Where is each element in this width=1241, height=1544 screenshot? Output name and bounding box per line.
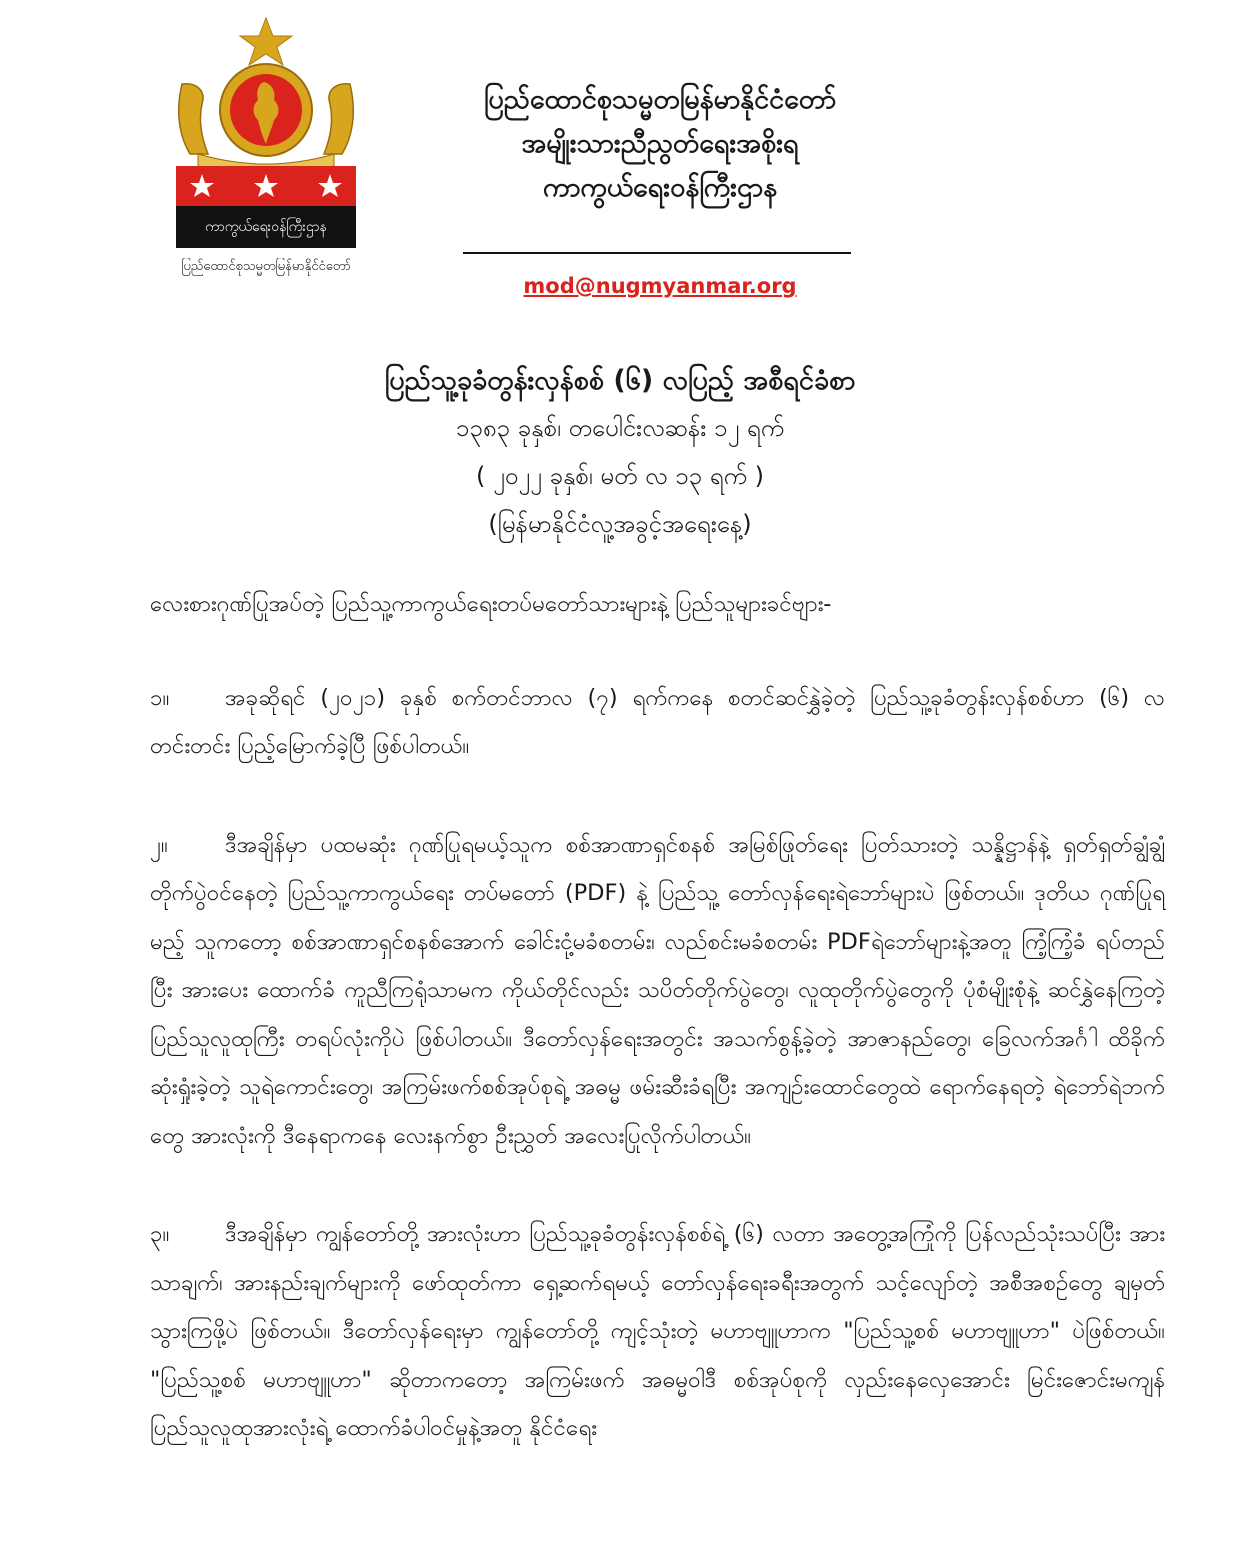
paragraph-1 <box>150 674 1165 771</box>
letterhead <box>0 0 1241 320</box>
emblem-caption: ပြည်ထောင်စုသမ္မတမြန်မာနိုင်ငံတော် <box>181 259 351 274</box>
paragraph-text: ဒီအချိန်မှာ ကျွန်တော်တို့ အားလုံးဟာ ပြည်သူ့ခုခံတွန်းလှန်စစ်ရဲ့ (၆) လတာ အတွေ့အကြုံကို ပြန်လည်သုံးသပ်ပြီး အားသာချက်၊ အားနည်းချက်များကို ဖော်ထုတ်ကာ ရှေ့ဆက်ရမယ့် တော်လှန်ရေးခရီးအတွက် သင့်လျော်တဲ့ အစီအစဉ်တွေ ချမှတ်သွားကြဖို့ပဲ ဖြစ်တယ်။ ဒီတော်လှန်ရေးမှာ ကျွန်တော်တို့ ကျင့်သုံးတဲ့ မဟာဗျူဟာက "ပြည်သူ့စစ် မဟာဗျူဟာ" ပဲဖြစ်တယ်။ "ပြည်သူ့စစ် မဟာဗျူဟာ" ဆိုတာကတော့ အကြမ်းဖက် အဓမ္မဝါဒီ စစ်အုပ်စုကို လှည်းနေလှေအောင်း မြင်းဇောင်းမကျန် ပြည်သူလူထုအားလုံးရဲ့ ထောက်ခံပါဝင်မှုနဲ့အတူ နိုင်ငံရေး <box>150 1221 1165 1441</box>
date-myanmar: ၁၃၈၃ ခုနှစ်၊ တပေါင်းလဆန်း ၁၂ ရက် <box>455 414 785 442</box>
date-gregorian: ( ၂၀၂၂ ခုနှစ်၊ မတ် လ ၁၃ ရက် ) <box>475 462 765 490</box>
paragraph-number: ၁။ <box>150 684 170 711</box>
report-title-block <box>300 358 940 548</box>
org-line-ministry: ကာကွယ်ရေးဝန်ကြီးဌာန <box>542 172 778 203</box>
org-line-government: အမျိုးသားညီညွတ်ရေးအစိုးရ <box>521 128 799 159</box>
contact-email-link[interactable]: mod@nugmyanmar.org <box>523 274 797 298</box>
emblem-right-lion-icon <box>324 84 353 154</box>
report-body <box>150 580 1165 1503</box>
header-divider <box>463 252 851 254</box>
organization-name <box>400 78 920 210</box>
paragraph-3 <box>150 1210 1165 1453</box>
paragraph-2 <box>150 821 1165 1161</box>
emblem-top-star-icon <box>240 18 292 65</box>
org-line-country: ပြည်ထောင်စုသမ္မတမြန်မာနိုင်ငံတော် <box>483 84 837 115</box>
paragraph-number: ၃။ <box>150 1221 170 1247</box>
emblem-left-lion-icon <box>179 84 208 154</box>
paragraph-text: ဒီအချိန်မှာ ပထမဆုံး ဂုဏ်ပြုရမယ့်သူက စစ်အာဏာရှင်စနစ် အမြစ်ဖြုတ်ရေး ပြတ်သားတဲ့ သန္နိဋ္ဌာန်နဲ့ ရှတ်ရှတ်ချွံချွံ တိုက်ပွဲဝင်နေတဲ့ ပြည်သူ့ကာကွယ်ရေး တပ်မတော် (PDF) နဲ့ ပြည်သူ့ တော်လှန်ရေးရဲဘော်များပဲ ဖြစ်တယ်။ ဒုတိယ ဂုဏ်ပြုရမည့် သူကတော့ စစ်အာဏာရှင်စနစ်အောက် ခေါင်းငုံ့မခံစတမ်း၊ လည်စင်းမခံစတမ်း PDFရဲဘော်များနဲ့အတူ ကြံ့ကြံ့ခံ ရပ်တည်ပြီး အားပေး ထောက်ခံ ကူညီကြရုံသာမက ကိုယ်တိုင်လည်း သပိတ်တိုက်ပွဲတွေ၊ လူထုတိုက်ပွဲတွေကို ပုံစံမျိုးစုံနဲ့ ဆင်နွှဲနေကြတဲ့ ပြည်သူလူထုကြီး တရပ်လုံးကိုပဲ ဖြစ်ပါတယ်။ ဒီတော်လှန်ရေးအတွင်း အသက်စွန့်ခဲ့တဲ့ အာဇာနည်တွေ၊ ခြေလက်အင်္ဂါ ထိခိုက်ဆုံးရှုံးခဲ့တဲ့ သူရဲကောင်းတွေ၊ အကြမ်းဖက်စစ်အုပ်စုရဲ့ အဓမ္မ ဖမ်းဆီးခံရပြီး အကျဉ်းထောင်တွေထဲ ရောက်နေရတဲ့ ရဲဘော်ရဲဘက် တွေ အားလုံးကို ဒီနေရာကနေ လေးနက်စွာ ဦးညွှတ် အလေးပြုလိုက်ပါတယ်။ <box>150 831 1165 1149</box>
ministry-emblem <box>168 14 364 286</box>
report-title: ပြည်သူ့ခုခံတွန်းလှန်စစ် (၆) လပြည့် အစီရင်ခံစာ <box>384 365 856 396</box>
occasion: (မြန်မာနိုင်ငံလူ့အခွင့်အရေးနေ့) <box>488 510 752 538</box>
paragraph-number: ၂။ <box>150 831 168 858</box>
emblem-band-label: ကာကွယ်ရေးဝန်ကြီးဌာန <box>205 219 327 235</box>
salutation: လေးစားဂုဏ်ပြုအပ်တဲ့ ပြည်သူ့ကာကွယ်ရေးတပ်မတော်သားများနဲ့ ပြည်သူများခင်ဗျား- <box>150 591 832 617</box>
paragraph-text: အခုဆိုရင် (၂၀၂၁) ခုနှစ် စက်တင်ဘာလ (၇) ရက်ကနေ စတင်ဆင်နွှဲခဲ့တဲ့ ပြည်သူ့ခုခံတွန်းလှန်စစ်ဟာ (၆) လ တင်းတင်း ပြည့်မြောက်ခဲ့ပြီ ဖြစ်ပါတယ်။ <box>150 684 1165 759</box>
